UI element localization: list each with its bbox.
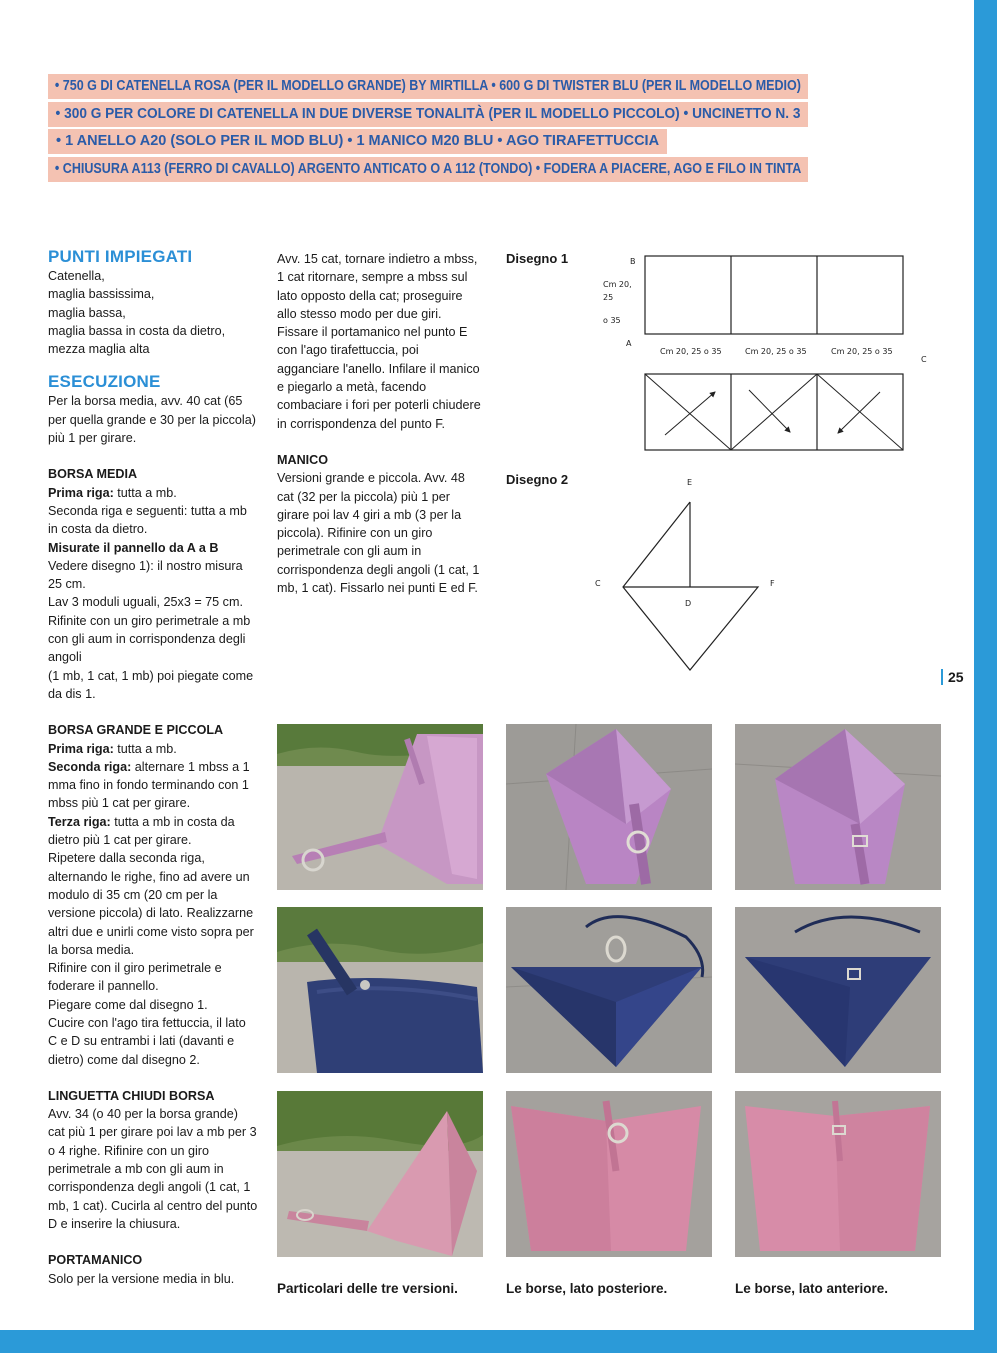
photo-lilac-front bbox=[735, 724, 941, 890]
side-label-1: Cm 20, bbox=[603, 280, 632, 289]
manico-text: Versioni grande e piccola. Avv. 48 cat (32 per la piccola) più 1 per girare poi lav 4 giri a mb (3 per la piccola). Rifinire con un giro perimetrale con gli aum in corrispondenza degli angoli (1 cat, 1 mb, 1 cat). Fissarlo nei punti E ed F. bbox=[277, 471, 480, 596]
materials-line-1: • 750 G DI CATENELLA ROSA (PER IL MODELLO GRANDE) BY MIRTILLA • 600 G DI TWISTER BLU (PER IL MODELLO MEDIO) bbox=[48, 74, 808, 99]
column-1 bbox=[48, 247, 258, 1288]
page-border-bottom bbox=[0, 1330, 997, 1353]
media-end: (1 mb, 1 cat, 1 mb) poi piegate come da dis 1. bbox=[48, 668, 254, 701]
diagram-2 bbox=[590, 472, 790, 677]
diagram-1-title: Disegno 1 bbox=[506, 251, 569, 266]
photo-pink-detail bbox=[277, 724, 483, 890]
grande-cucire: Cucire con l'ago tira fettuccia, il lato C e D su entrambi i lati (davanti e dietro) come dal disegno 2. bbox=[48, 1015, 246, 1067]
caption-detail: Particolari delle tre versioni. bbox=[277, 1281, 458, 1296]
width-label-1: Cm 20, 25 o 35 bbox=[660, 347, 722, 356]
caption-back: Le borse, lato posteriore. bbox=[506, 1281, 668, 1296]
page-number: 25 bbox=[941, 669, 964, 685]
side-label-2: 25 bbox=[603, 293, 614, 302]
photo-rose-front bbox=[735, 1091, 941, 1257]
label-b: B bbox=[630, 257, 636, 266]
esecuzione-intro: Per la borsa media, avv. 40 cat (65 per quella grande e 30 per la piccola) più 1 per girare. bbox=[48, 394, 256, 446]
diagram-2-title: Disegno 2 bbox=[506, 472, 569, 487]
media-misura: Vedere disegno 1): il nostro misura 25 cm. bbox=[48, 558, 243, 592]
grande-piegare: Piegare come dal disegno 1. bbox=[48, 997, 208, 1012]
photo-rose-back bbox=[506, 1091, 712, 1257]
fold-arrow bbox=[749, 390, 790, 432]
label-d: D bbox=[685, 599, 692, 608]
photo-blue-front bbox=[735, 907, 941, 1073]
width-label-2: Cm 20, 25 o 35 bbox=[745, 347, 807, 356]
grande-row-3: Terza riga: tutta a mb in costa da dietro più 1 cat per girare. bbox=[48, 814, 235, 848]
grande-rest: Ripetere dalla seconda riga, alternando le righe, fino ad avere un modulo di 35 cm (20 cm per la versione piccola) di lato. Realizzarne altri due e unirli come visto sopra per la borsa media. bbox=[48, 851, 254, 957]
grande-row-2: Seconda riga: alternare 1 mbss a 1 mma fino in fondo terminando con 1 mbss più 1 cat per girare. bbox=[48, 759, 250, 811]
media-row-2: Seconda riga e seguenti: tutta a mb in costa da dietro. bbox=[48, 503, 247, 537]
linguetta-text: Avv. 34 (o 40 per la borsa grande) cat più 1 per girare poi lav a mb per 3 o 4 righe. Rifinire con un giro perimetrale a mb con gli aum in corrispondenza degli angoli (1 cat, 1 mb, 1 cat). Cucirla al centro del punto D e inserire la chiusura. bbox=[48, 1107, 258, 1231]
photo-rose-detail bbox=[277, 1091, 483, 1257]
manico-title: MANICO bbox=[277, 452, 329, 467]
portamanico-continued: Avv. 15 cat, tornare indietro a mbss, 1 cat ritornare, sempre a mbss sul lato opposto della cat; proseguire allo stesso modo per due giri. Fissare il portamanico nel punto E con l'ago tirafettuccia, poi agganciare l'anello. Infilare il manico e piegarlo a metà, facendo combaciare i fori per poterli chiudere in corrispondenza del punto F. bbox=[277, 252, 481, 431]
photo-blue-back bbox=[506, 907, 712, 1073]
fold-line bbox=[731, 374, 817, 450]
label-a: A bbox=[626, 339, 632, 348]
page-border-right bbox=[974, 0, 997, 1353]
grande-rifinire: Rifinire con il giro perimetrale e foderare il pannello. bbox=[48, 961, 222, 994]
punti-item: maglia bassissima, bbox=[48, 287, 155, 302]
linguetta-title: LINGUETTA CHIUDI BORSA bbox=[48, 1088, 215, 1103]
esecuzione-title: ESECUZIONE bbox=[48, 372, 161, 392]
borsa-media-title: BORSA MEDIA bbox=[48, 467, 138, 482]
materials-line-4: • CHIUSURA A113 (FERRO DI CAVALLO) ARGENTO ANTICATO O A 112 (TONDO) • FODERA A PIACERE, AGO E FILO IN TINTA bbox=[48, 157, 808, 182]
label-c: C bbox=[595, 579, 601, 588]
grande-row-1: Prima riga: tutta a mb. bbox=[48, 741, 177, 756]
caption-front: Le borse, lato anteriore. bbox=[735, 1281, 889, 1296]
top-panel bbox=[645, 256, 903, 334]
label-e: E bbox=[687, 478, 693, 487]
punti-title: PUNTI IMPIEGATI bbox=[48, 247, 193, 266]
fold-line bbox=[645, 374, 731, 450]
media-misura-label: Misurate il pannello da A a B bbox=[48, 540, 219, 555]
media-row-1: Prima riga: tutta a mb. bbox=[48, 485, 177, 500]
portamanico-text: Solo per la versione media in blu. bbox=[48, 1271, 235, 1286]
label-c: C bbox=[921, 355, 927, 364]
borsa-grande-title: BORSA GRANDE E PICCOLA bbox=[48, 723, 224, 738]
photo-lilac-back bbox=[506, 724, 712, 890]
punti-item: maglia bassa in costa da dietro, bbox=[48, 323, 226, 338]
materials-line-3: • 1 ANELLO A20 (SOLO PER IL MOD BLU) • 1 MANICO M20 BLU • AGO TIRAFETTUCCIA bbox=[48, 129, 667, 154]
side-label-3: o 35 bbox=[603, 316, 621, 325]
punti-item: mezza maglia alta bbox=[48, 342, 150, 357]
media-lav: Lav 3 moduli uguali, 25x3 = 75 cm. Rifinite con un giro perimetrale a mb con gli aum in corrispondenza degli angoli bbox=[48, 595, 251, 665]
portamanico-title: PORTAMANICO bbox=[48, 1253, 143, 1268]
column-2 bbox=[277, 250, 482, 597]
diagram-1 bbox=[590, 250, 940, 455]
punti-item: Catenella, bbox=[48, 269, 105, 283]
punti-item: maglia bassa, bbox=[48, 305, 126, 320]
materials-line-2: • 300 G PER COLORE DI CATENELLA IN DUE DIVERSE TONALITÀ (PER IL MODELLO PICCOLO) • UNCINETTO N. 3 bbox=[48, 102, 808, 127]
width-label-3: Cm 20, 25 o 35 bbox=[831, 347, 893, 356]
label-f: F bbox=[770, 579, 775, 588]
photo-blue-detail bbox=[277, 907, 483, 1073]
